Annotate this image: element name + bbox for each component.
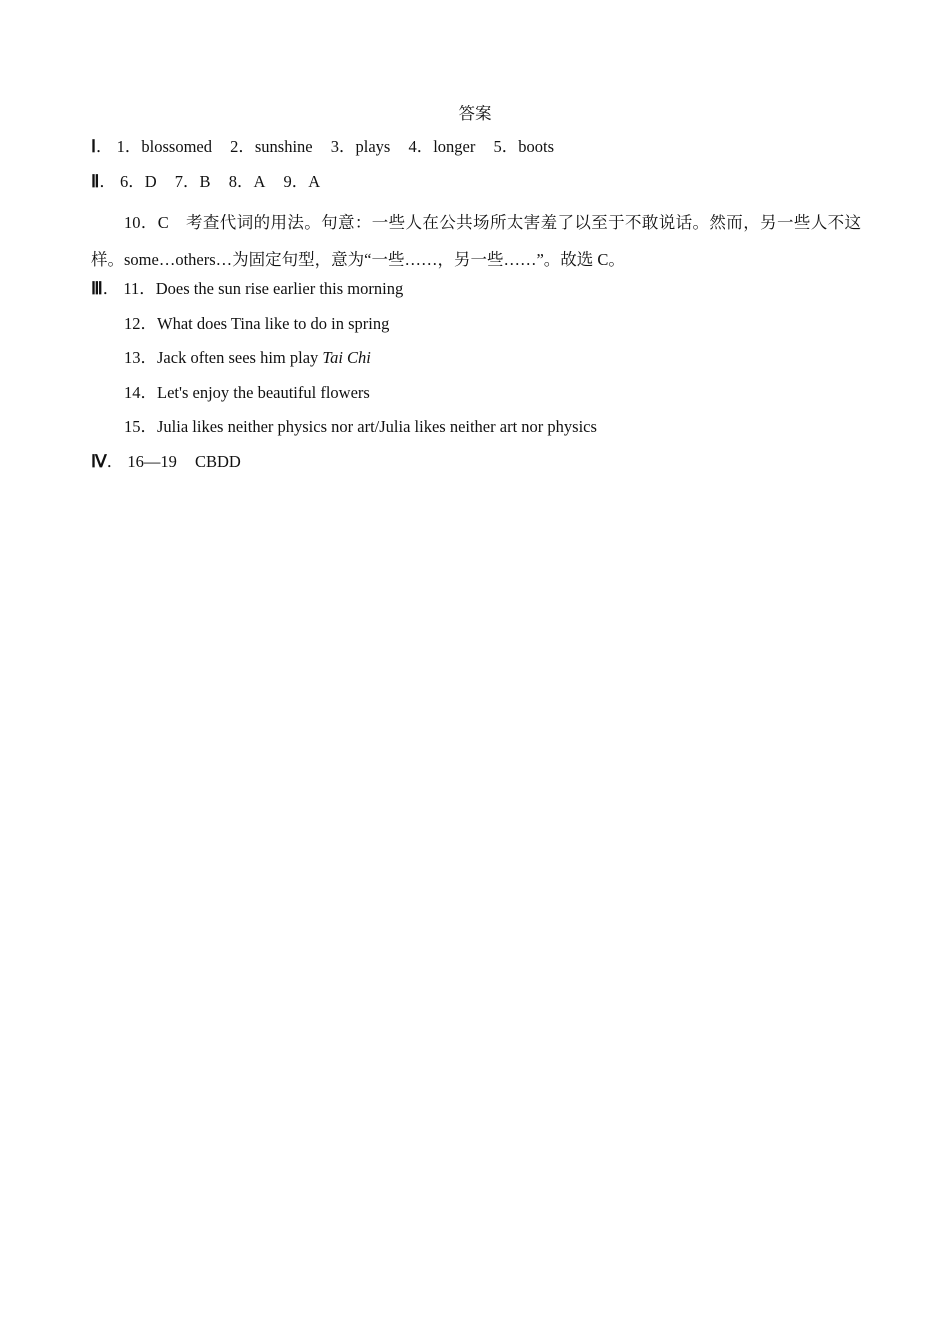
answer-letters: CBDD [194, 452, 241, 471]
answer-5: 5．boots [493, 137, 554, 156]
section-1-line: Ⅰ． 1．blossomed 2．sunshine 3．plays 4．longer 5．boots [91, 137, 554, 156]
section-4-line: Ⅳ． 16—19 CBDD [91, 452, 241, 471]
answer-8: 8．A [228, 172, 266, 191]
answer-1: 1．blossomed [116, 137, 212, 156]
section-3-numeral: Ⅲ [91, 279, 103, 298]
answer-13 [124, 347, 371, 369]
answer-15: 15．Julia likes neither physics nor art/Julia likes neither art nor physics [124, 417, 597, 436]
answer-2: 2．sunshine [230, 137, 313, 156]
page-title: 答案 [458, 104, 492, 123]
section-2-line: Ⅱ． 6．D 7．B 8．A 9．A [91, 172, 321, 191]
answer-12: 12．What does Tina like to do in spring [124, 314, 390, 333]
section-1-numeral: Ⅰ [91, 137, 97, 156]
answer-4: 4．longer [408, 137, 476, 156]
answer-9: 9．A [283, 172, 321, 191]
answer-14: 14．Let's enjoy the beautiful flowers [124, 383, 370, 402]
section-4-numeral: Ⅳ [91, 452, 107, 471]
answer-10-explanation: 10．C 考查代词的用法。句意：一些人在公共场所太害羞了以至于不敢说话。然而，另一些人不这样。some…others…为固定句型，意为“一些……，另一些……”。故选 C。 [91, 213, 861, 269]
answer-11: 11．Does the sun rise earlier this morning [123, 279, 404, 298]
answer-range: 16—19 [127, 452, 177, 471]
answer-6: 6．D [120, 172, 157, 191]
answer-13-text: 13．Jack often sees him play [124, 348, 323, 367]
section-2-numeral: Ⅱ [91, 172, 100, 191]
section-3-line: Ⅲ． 11．Does the sun rise earlier this morning [91, 279, 404, 298]
answer-13-italic: Tai Chi [322, 348, 371, 367]
answer-7: 7．B [174, 172, 211, 191]
answer-3: 3．plays [330, 137, 391, 156]
